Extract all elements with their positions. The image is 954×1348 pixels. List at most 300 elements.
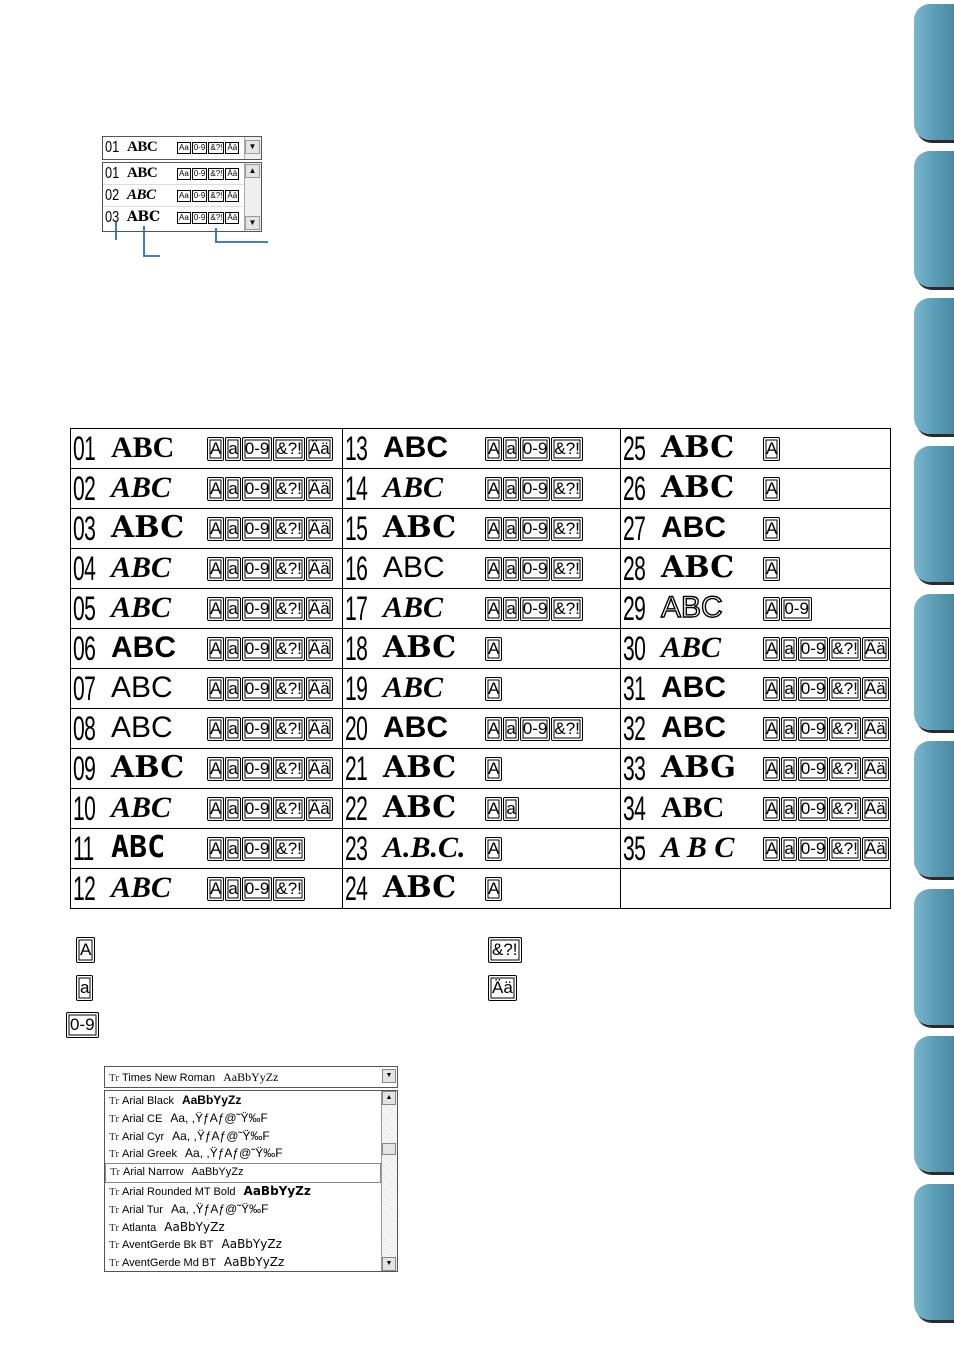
charset-badge: A bbox=[763, 437, 780, 461]
font-number: 31 bbox=[623, 670, 646, 708]
charset-badge: &?! bbox=[273, 597, 305, 621]
list-item[interactable] bbox=[105, 1219, 397, 1237]
font-sample: ABC bbox=[661, 511, 726, 544]
charset-badge: a bbox=[781, 677, 796, 701]
list-item[interactable]: 03 ABC Aa 0-9 &?! Ää bbox=[105, 209, 238, 226]
font-sample: ABC bbox=[383, 551, 445, 584]
character-set-badges bbox=[763, 757, 890, 781]
charset-badge: 0-9 bbox=[242, 837, 273, 861]
charset-badge: A bbox=[763, 637, 780, 661]
side-tab[interactable] bbox=[914, 741, 954, 877]
charset-badge: A bbox=[763, 837, 780, 861]
charset-badge: 0-9 bbox=[242, 597, 273, 621]
callout-lines bbox=[0, 0, 954, 270]
charset-badge: A bbox=[207, 757, 224, 781]
font-number: 10 bbox=[73, 790, 96, 828]
table-row bbox=[71, 829, 891, 869]
character-set-badges bbox=[763, 797, 890, 821]
font-cell bbox=[343, 469, 621, 509]
font-cell bbox=[343, 669, 621, 709]
charset-badge: Ää bbox=[306, 757, 333, 781]
charset-badge: 0-9 bbox=[798, 757, 829, 781]
charset-badge: Ää bbox=[862, 717, 889, 741]
font-sample: ABC bbox=[111, 431, 175, 464]
charset-badge: 0-9 bbox=[520, 517, 551, 541]
font-sample: AaBbYyZz bbox=[164, 1219, 225, 1234]
font-sample: ABC bbox=[661, 470, 735, 505]
character-set-badges bbox=[207, 757, 334, 781]
character-set-badges bbox=[485, 477, 584, 501]
charset-badge: A bbox=[207, 477, 224, 501]
font-sample: ABC bbox=[383, 591, 444, 624]
charset-badge: a bbox=[503, 797, 518, 821]
font-sample: ABC bbox=[661, 791, 725, 824]
font-cell bbox=[71, 589, 343, 629]
font-sample: ABC bbox=[383, 630, 457, 665]
font-sample: ABC bbox=[383, 711, 448, 744]
charset-badge: 0-9 bbox=[242, 877, 273, 901]
charset-badge: a bbox=[225, 637, 240, 661]
dropdown-selected-num: 01 bbox=[105, 139, 120, 156]
charset-badge: A bbox=[763, 797, 780, 821]
charset-badge: 0-9 bbox=[798, 677, 829, 701]
charset-badge: 0-9 bbox=[242, 517, 273, 541]
font-cell bbox=[71, 749, 343, 789]
font-sample: ABC bbox=[111, 591, 172, 624]
font-name: Arial CE bbox=[122, 1112, 163, 1125]
font-cell bbox=[343, 749, 621, 789]
font-number: 19 bbox=[345, 670, 368, 708]
chevron-down-icon[interactable]: ▼ bbox=[382, 1069, 396, 1083]
charset-badge: Ää bbox=[306, 637, 333, 661]
scroll-down-icon[interactable]: ▼ bbox=[382, 1257, 396, 1271]
scroll-down-icon[interactable]: ▼ bbox=[245, 216, 260, 230]
charset-badge: A bbox=[207, 597, 224, 621]
charset-badge: 0-9 bbox=[781, 597, 812, 621]
font-cell bbox=[621, 789, 891, 829]
charset-badge: A bbox=[763, 677, 780, 701]
font-name: Arial Tur bbox=[122, 1203, 163, 1216]
charset-badge: A bbox=[485, 437, 502, 461]
charset-badge: 0-9 bbox=[520, 557, 551, 581]
list-item[interactable] bbox=[105, 1201, 397, 1219]
character-set-badges bbox=[485, 757, 503, 781]
charset-badge: Ää bbox=[306, 677, 333, 701]
character-set-badges bbox=[763, 477, 781, 501]
font-number: 03 bbox=[73, 510, 96, 548]
font-sample: ABC bbox=[383, 790, 457, 825]
font-name: Arial Greek bbox=[122, 1148, 178, 1161]
charset-badge: A bbox=[485, 757, 502, 781]
font-cell bbox=[621, 509, 891, 549]
charset-badge: A bbox=[485, 477, 502, 501]
font-cell bbox=[621, 669, 891, 709]
font-sample: Aa, ,ŸƒAƒ@˜Ÿ‰F bbox=[170, 1110, 268, 1125]
font-number: 29 bbox=[623, 590, 646, 628]
character-set-badges bbox=[207, 597, 334, 621]
charset-badge: A bbox=[485, 637, 502, 661]
truetype-icon: Tr bbox=[109, 1148, 119, 1161]
list-item[interactable] bbox=[105, 1110, 397, 1128]
character-set-badges bbox=[207, 477, 334, 501]
charset-badge: Ää bbox=[306, 717, 333, 741]
charset-badge: &?! bbox=[829, 677, 861, 701]
charset-badge: Ää bbox=[306, 557, 333, 581]
font-cell bbox=[71, 709, 343, 749]
charset-badge: a bbox=[503, 477, 518, 501]
charset-badge: 0-9 bbox=[242, 757, 273, 781]
legend-upper-badge: A bbox=[76, 937, 95, 963]
character-set-badges bbox=[485, 437, 584, 461]
charset-badge: A bbox=[207, 797, 224, 821]
charset-badge: 0-9 bbox=[798, 717, 829, 741]
charset-badge: a bbox=[225, 677, 240, 701]
font-cell bbox=[621, 829, 891, 869]
character-set-badges bbox=[207, 677, 334, 701]
scroll-up-icon[interactable]: ▲ bbox=[382, 1091, 396, 1105]
font-sample: ABC bbox=[661, 550, 735, 585]
font-cell bbox=[71, 789, 343, 829]
character-set-badges bbox=[485, 717, 584, 741]
charset-badge: A bbox=[207, 677, 224, 701]
font-sample: ABC bbox=[111, 471, 172, 504]
charset-badge: a bbox=[225, 517, 240, 541]
font-sample: ABC bbox=[111, 671, 173, 704]
font-cell bbox=[343, 789, 621, 829]
legend-digits-badge: 0-9 bbox=[66, 1012, 99, 1038]
charset-badge: A bbox=[485, 557, 502, 581]
charset-badge: 0-9 bbox=[242, 717, 273, 741]
font-number: 02 bbox=[73, 470, 96, 508]
list-item[interactable] bbox=[105, 1183, 397, 1201]
charset-badge: 0-9 bbox=[242, 797, 273, 821]
character-set-badges bbox=[485, 597, 584, 621]
list-item[interactable] bbox=[105, 1236, 397, 1254]
font-number: 23 bbox=[345, 830, 368, 868]
truetype-icon: Tr bbox=[109, 1185, 119, 1198]
charset-badge: a bbox=[225, 477, 240, 501]
charset-badge: Ää bbox=[862, 677, 889, 701]
font-cell bbox=[621, 589, 891, 629]
font-cell bbox=[621, 429, 891, 469]
character-set-badges bbox=[207, 717, 334, 741]
scroll-up-icon[interactable]: ▲ bbox=[245, 164, 260, 178]
charset-badge: &?! bbox=[551, 477, 583, 501]
character-set-badges bbox=[485, 877, 503, 901]
font-name: Arial Narrow bbox=[123, 1166, 184, 1179]
character-set-badges bbox=[763, 837, 890, 861]
font-name: Atlanta bbox=[122, 1221, 157, 1234]
font-number: 17 bbox=[345, 590, 368, 628]
truetype-icon: Tr bbox=[109, 1203, 119, 1216]
charset-badge: a bbox=[225, 797, 240, 821]
table-row bbox=[71, 589, 891, 629]
font-sample: ABC bbox=[111, 871, 172, 904]
charset-badge: a bbox=[503, 717, 518, 741]
charset-badge: A bbox=[207, 837, 224, 861]
charset-badge: 0-9 bbox=[798, 637, 829, 661]
font-cell bbox=[71, 509, 343, 549]
charset-badge: a bbox=[503, 597, 518, 621]
font-cell bbox=[343, 589, 621, 629]
charset-badge: A bbox=[485, 877, 502, 901]
charset-badge: 0-9 bbox=[242, 637, 273, 661]
charset-badge: &?! bbox=[273, 757, 305, 781]
charset-badge: &?! bbox=[273, 437, 305, 461]
character-set-badges bbox=[207, 637, 334, 661]
combo-font-name: Times New Roman bbox=[122, 1072, 216, 1084]
charset-badge: a bbox=[225, 837, 240, 861]
list-item[interactable] bbox=[105, 1163, 381, 1183]
font-number: 32 bbox=[623, 710, 646, 748]
charset-badge: A bbox=[485, 597, 502, 621]
font-cell bbox=[343, 709, 621, 749]
font-cell bbox=[343, 629, 621, 669]
truetype-icon: Tr bbox=[109, 1130, 119, 1143]
charset-badge: a bbox=[225, 597, 240, 621]
character-set-badges bbox=[485, 517, 584, 541]
font-number: 22 bbox=[345, 790, 368, 828]
font-table bbox=[70, 428, 891, 909]
side-tab[interactable] bbox=[914, 594, 954, 730]
windows-font-selector[interactable] bbox=[104, 1066, 398, 1272]
table-row bbox=[71, 549, 891, 589]
font-sample: Aa, ,ŸƒAƒ@˜Ÿ‰F bbox=[172, 1128, 270, 1143]
charset-badge: Ää bbox=[306, 597, 333, 621]
character-set-badges bbox=[207, 517, 334, 541]
font-sample: ABC bbox=[383, 750, 457, 785]
font-number: 26 bbox=[623, 470, 646, 508]
charset-badge: a bbox=[225, 437, 240, 461]
legend-lower-badge: a bbox=[76, 975, 93, 1001]
charset-badge: 0-9 bbox=[520, 717, 551, 741]
table-row bbox=[71, 869, 891, 909]
font-name: Arial Black bbox=[122, 1095, 174, 1107]
list-scrollbar[interactable] bbox=[381, 1091, 397, 1271]
font-sample: ABC bbox=[661, 711, 726, 744]
charset-badge: &?! bbox=[551, 517, 583, 541]
charset-badge: &?! bbox=[273, 477, 305, 501]
character-set-badges bbox=[207, 837, 306, 861]
charset-badge: 0-9 bbox=[242, 677, 273, 701]
side-tab[interactable] bbox=[914, 1184, 954, 1320]
font-sample: AaBbYyZz bbox=[223, 1255, 285, 1270]
character-set-badges bbox=[763, 637, 890, 661]
font-cell bbox=[343, 509, 621, 549]
charset-badge: A bbox=[485, 837, 502, 861]
font-number: 14 bbox=[345, 470, 368, 508]
font-cell bbox=[621, 629, 891, 669]
font-sample: A B C bbox=[661, 831, 735, 864]
dropdown-selected-badges: Aa 0-9 &?! Ää bbox=[179, 143, 238, 152]
charset-badge: Ää bbox=[862, 637, 889, 661]
charset-badge: Ää bbox=[862, 757, 889, 781]
charset-badge: 0-9 bbox=[798, 837, 829, 861]
font-number: 08 bbox=[73, 710, 96, 748]
font-number: 18 bbox=[345, 630, 368, 668]
charset-badge: 0-9 bbox=[520, 477, 551, 501]
character-set-badges bbox=[485, 557, 584, 581]
character-set-badges bbox=[485, 637, 503, 661]
font-sample: ABC bbox=[661, 430, 735, 465]
font-sample: AaBbYyZz bbox=[221, 1237, 282, 1252]
character-set-badges bbox=[763, 677, 890, 701]
list-item[interactable]: 02 ABC Aa 0-9 &?! Ää bbox=[103, 185, 261, 207]
font-number: 09 bbox=[73, 750, 96, 788]
side-tab[interactable] bbox=[914, 1036, 954, 1172]
charset-badge: 0-9 bbox=[520, 437, 551, 461]
font-cell bbox=[343, 829, 621, 869]
font-cell bbox=[71, 469, 343, 509]
font-number: 27 bbox=[623, 510, 646, 548]
table-row bbox=[71, 709, 891, 749]
charset-badge: A bbox=[763, 477, 780, 501]
font-cell bbox=[343, 869, 621, 909]
legend-accented-badge: Ää bbox=[488, 975, 517, 1001]
character-set-badges bbox=[763, 597, 813, 621]
font-sample: ABC bbox=[383, 671, 444, 704]
charset-badge: &?! bbox=[273, 797, 305, 821]
list-item[interactable] bbox=[105, 1254, 397, 1272]
charset-badge: &?! bbox=[273, 637, 305, 661]
font-number: 11 bbox=[73, 830, 94, 868]
charset-badge: &?! bbox=[551, 717, 583, 741]
list-item[interactable] bbox=[105, 1145, 397, 1163]
charset-badge: A bbox=[485, 517, 502, 541]
list-item[interactable] bbox=[105, 1128, 397, 1146]
font-sample: ABC bbox=[383, 870, 457, 905]
charset-badge: a bbox=[225, 877, 240, 901]
truetype-icon: Tr bbox=[109, 1257, 119, 1270]
font-number: 34 bbox=[623, 790, 646, 828]
list-item[interactable]: 01 ABC Aa 0-9 &?! Ää bbox=[103, 163, 261, 185]
truetype-icon: Tr bbox=[109, 1112, 119, 1125]
truetype-icon: Tr bbox=[110, 1166, 120, 1179]
charset-badge: A bbox=[485, 797, 502, 821]
dropdown-selected-sample: ABC bbox=[127, 139, 158, 155]
charset-badge: a bbox=[225, 557, 240, 581]
charset-badge: A bbox=[485, 677, 502, 701]
charset-badge: &?! bbox=[273, 877, 305, 901]
font-sample: ABC bbox=[661, 591, 723, 624]
font-cell bbox=[621, 709, 891, 749]
charset-badge: A bbox=[763, 717, 780, 741]
charset-badge: &?! bbox=[829, 837, 861, 861]
charset-badge: a bbox=[503, 437, 518, 461]
charset-badge: &?! bbox=[551, 597, 583, 621]
table-row bbox=[71, 629, 891, 669]
charset-badge: &?! bbox=[273, 557, 305, 581]
font-cell bbox=[71, 829, 343, 869]
font-sample: ABC bbox=[111, 750, 185, 785]
font-sample: ABG bbox=[661, 750, 736, 785]
font-number: 04 bbox=[73, 550, 96, 588]
truetype-icon: Tr bbox=[109, 1221, 119, 1234]
font-number: 13 bbox=[345, 430, 368, 468]
side-tab[interactable] bbox=[914, 298, 954, 434]
charset-badge: &?! bbox=[551, 557, 583, 581]
character-set-badges bbox=[763, 557, 781, 581]
legend-symbols-badge: &?! bbox=[488, 937, 522, 963]
charset-badge: A bbox=[485, 717, 502, 741]
font-cell bbox=[621, 469, 891, 509]
charset-badge: 0-9 bbox=[242, 557, 273, 581]
list-item[interactable] bbox=[105, 1092, 397, 1110]
table-row bbox=[71, 749, 891, 789]
font-number: 15 bbox=[345, 510, 368, 548]
font-sample: ABC bbox=[111, 711, 173, 744]
charset-badge: A bbox=[207, 717, 224, 741]
font-combo[interactable] bbox=[104, 1066, 398, 1088]
font-sample: ABC bbox=[111, 791, 172, 824]
font-cell bbox=[71, 549, 343, 589]
side-tab[interactable] bbox=[914, 889, 954, 1025]
charset-badge: a bbox=[503, 557, 518, 581]
character-set-badges bbox=[485, 837, 503, 861]
side-tab[interactable] bbox=[914, 446, 954, 582]
character-set-badges bbox=[485, 677, 503, 701]
character-set-badges bbox=[207, 797, 334, 821]
charset-badge: &?! bbox=[551, 437, 583, 461]
charset-badge: A bbox=[207, 637, 224, 661]
charset-badge: A bbox=[207, 877, 224, 901]
charset-badge: &?! bbox=[273, 837, 305, 861]
table-row bbox=[71, 469, 891, 509]
charset-badge: Ää bbox=[306, 437, 333, 461]
scroll-thumb[interactable] bbox=[382, 1143, 396, 1155]
font-cell bbox=[71, 869, 343, 909]
charset-badge: a bbox=[781, 637, 796, 661]
font-number: 12 bbox=[73, 870, 96, 908]
truetype-icon: Tr bbox=[109, 1239, 119, 1252]
charset-badge: &?! bbox=[273, 517, 305, 541]
charset-badge: &?! bbox=[829, 797, 861, 821]
combo-font-sample: AaBbYyZz bbox=[223, 1070, 279, 1084]
charset-badge: a bbox=[781, 797, 796, 821]
table-row bbox=[71, 429, 891, 469]
charset-badge: a bbox=[225, 717, 240, 741]
character-set-badges bbox=[207, 437, 334, 461]
truetype-icon: Tr bbox=[109, 1095, 119, 1107]
font-number: 28 bbox=[623, 550, 646, 588]
font-sample: AaBbYyZz bbox=[191, 1166, 244, 1179]
font-number: 33 bbox=[623, 750, 646, 788]
font-list[interactable] bbox=[104, 1090, 398, 1272]
charset-badge: Ää bbox=[306, 477, 333, 501]
charset-badge: A bbox=[207, 557, 224, 581]
font-name: AventGerde Md BT bbox=[122, 1257, 216, 1270]
charset-badge: &?! bbox=[829, 757, 861, 781]
font-cell bbox=[621, 869, 891, 909]
charset-badge: 0-9 bbox=[798, 797, 829, 821]
charset-badge: 0-9 bbox=[242, 437, 273, 461]
character-set-badges bbox=[763, 717, 890, 741]
charset-badge: a bbox=[781, 757, 796, 781]
charset-badge: &?! bbox=[829, 637, 861, 661]
font-number: 30 bbox=[623, 630, 646, 668]
table-row bbox=[71, 509, 891, 549]
charset-badge: A bbox=[207, 517, 224, 541]
font-name: AventGerde Bk BT bbox=[122, 1239, 214, 1252]
charset-badge: Ää bbox=[306, 517, 333, 541]
charset-badge: a bbox=[781, 837, 796, 861]
chevron-down-icon[interactable]: ▼ bbox=[245, 140, 260, 154]
font-sample: Aa, ,ŸƒAƒ@˜Ÿ‰F bbox=[170, 1201, 269, 1216]
charset-badge: &?! bbox=[829, 717, 861, 741]
font-name: Arial Cyr bbox=[122, 1130, 165, 1143]
character-set-badges bbox=[207, 557, 334, 581]
font-number: 24 bbox=[345, 870, 368, 908]
